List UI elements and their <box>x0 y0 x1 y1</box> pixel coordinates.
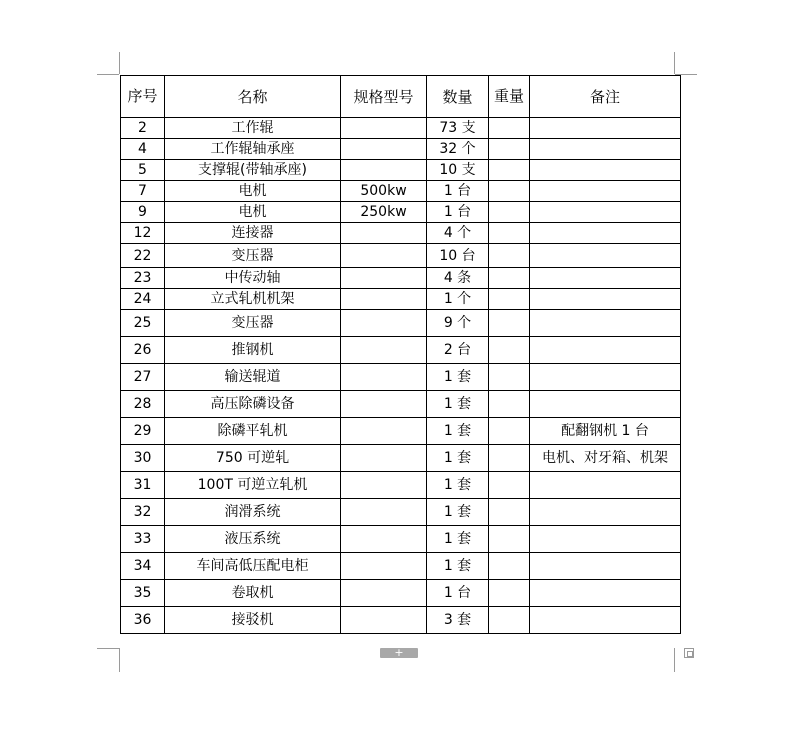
cell-name: 工作辊轴承座 <box>165 139 341 160</box>
cell-name: 工作辊 <box>165 118 341 139</box>
cell-no: 24 <box>121 289 165 310</box>
table-row <box>121 580 681 607</box>
header-note: 备注 <box>530 76 681 118</box>
cell-weight <box>489 118 530 139</box>
cell-qty: 10 台 <box>427 244 489 268</box>
cell-no: 25 <box>121 310 165 337</box>
cell-weight <box>489 364 530 391</box>
crop-mark-top-left-h <box>97 74 119 75</box>
cell-note <box>530 553 681 580</box>
cell-weight <box>489 268 530 289</box>
cell-spec <box>341 580 427 607</box>
crop-mark-bottom-right-v <box>674 648 675 672</box>
cell-spec <box>341 364 427 391</box>
cell-qty: 1 套 <box>427 526 489 553</box>
cell-no: 5 <box>121 160 165 181</box>
cell-qty: 3 套 <box>427 607 489 634</box>
cell-spec <box>341 223 427 244</box>
cell-note: 电机、对牙箱、机架 <box>530 445 681 472</box>
table-row <box>121 244 681 268</box>
cell-name: 液压系统 <box>165 526 341 553</box>
cell-name: 支撑辊(带轴承座) <box>165 160 341 181</box>
cell-no: 36 <box>121 607 165 634</box>
cell-name: 电机 <box>165 181 341 202</box>
cell-spec <box>341 310 427 337</box>
crop-mark-bottom-left-v <box>119 648 120 672</box>
cell-weight <box>489 418 530 445</box>
cell-spec <box>341 160 427 181</box>
cell-qty: 1 套 <box>427 418 489 445</box>
cell-qty: 9 个 <box>427 310 489 337</box>
cell-spec <box>341 472 427 499</box>
cell-weight <box>489 445 530 472</box>
cell-name: 润滑系统 <box>165 499 341 526</box>
cell-no: 9 <box>121 202 165 223</box>
cell-weight <box>489 337 530 364</box>
cell-spec <box>341 139 427 160</box>
table-row <box>121 310 681 337</box>
cell-no: 35 <box>121 580 165 607</box>
table-row <box>121 391 681 418</box>
equipment-table <box>120 75 681 634</box>
cell-spec <box>341 244 427 268</box>
cell-spec <box>341 445 427 472</box>
cell-note <box>530 526 681 553</box>
cell-no: 4 <box>121 139 165 160</box>
cell-spec <box>341 607 427 634</box>
cell-note <box>530 181 681 202</box>
cell-name: 推钢机 <box>165 337 341 364</box>
table-resize-icon[interactable] <box>684 648 694 658</box>
header-name: 名称 <box>165 76 341 118</box>
table-row <box>121 202 681 223</box>
cell-note <box>530 223 681 244</box>
cell-name: 除磷平轧机 <box>165 418 341 445</box>
cell-weight <box>489 244 530 268</box>
cell-note <box>530 268 681 289</box>
cell-note <box>530 391 681 418</box>
cell-note <box>530 289 681 310</box>
cell-weight <box>489 310 530 337</box>
cell-name: 接驳机 <box>165 607 341 634</box>
cell-weight <box>489 139 530 160</box>
header-qty: 数量 <box>427 76 489 118</box>
cell-name: 中传动轴 <box>165 268 341 289</box>
cell-no: 31 <box>121 472 165 499</box>
cell-no: 26 <box>121 337 165 364</box>
cell-no: 28 <box>121 391 165 418</box>
cell-qty: 4 个 <box>427 223 489 244</box>
table-row <box>121 181 681 202</box>
cell-name: 输送辊道 <box>165 364 341 391</box>
cell-spec <box>341 118 427 139</box>
cell-spec <box>341 391 427 418</box>
cell-qty: 32 个 <box>427 139 489 160</box>
crop-mark-top-left-v <box>119 52 120 74</box>
cell-qty: 10 支 <box>427 160 489 181</box>
cell-no: 33 <box>121 526 165 553</box>
cell-qty: 1 台 <box>427 181 489 202</box>
cell-name: 变压器 <box>165 244 341 268</box>
cell-no: 34 <box>121 553 165 580</box>
cell-no: 23 <box>121 268 165 289</box>
cell-no: 12 <box>121 223 165 244</box>
cell-qty: 1 个 <box>427 289 489 310</box>
cell-name: 车间高低压配电柜 <box>165 553 341 580</box>
cell-name: 立式轧机机架 <box>165 289 341 310</box>
cell-note <box>530 139 681 160</box>
table-header-row <box>121 76 681 118</box>
table-row <box>121 499 681 526</box>
table-row <box>121 607 681 634</box>
cell-weight <box>489 223 530 244</box>
table-row <box>121 472 681 499</box>
cell-note <box>530 580 681 607</box>
cell-qty: 1 套 <box>427 499 489 526</box>
cell-qty: 1 套 <box>427 391 489 418</box>
table-row <box>121 553 681 580</box>
table-row <box>121 526 681 553</box>
cell-note <box>530 472 681 499</box>
table-row <box>121 337 681 364</box>
cell-note <box>530 310 681 337</box>
cell-spec: 500kw <box>341 181 427 202</box>
cell-spec <box>341 418 427 445</box>
table-row <box>121 118 681 139</box>
cell-spec <box>341 268 427 289</box>
table-row <box>121 223 681 244</box>
table-row <box>121 139 681 160</box>
cell-qty: 4 条 <box>427 268 489 289</box>
cell-name: 电机 <box>165 202 341 223</box>
cell-weight <box>489 499 530 526</box>
cell-note <box>530 364 681 391</box>
cell-qty: 1 套 <box>427 445 489 472</box>
cell-weight <box>489 526 530 553</box>
cell-spec <box>341 337 427 364</box>
cell-no: 30 <box>121 445 165 472</box>
cell-note <box>530 499 681 526</box>
add-row-button[interactable]: + <box>380 648 418 658</box>
cell-qty: 2 台 <box>427 337 489 364</box>
table-row <box>121 445 681 472</box>
cell-note <box>530 244 681 268</box>
cell-note <box>530 160 681 181</box>
cell-name: 卷取机 <box>165 580 341 607</box>
cell-weight <box>489 160 530 181</box>
cell-weight <box>489 391 530 418</box>
cell-spec <box>341 526 427 553</box>
cell-weight <box>489 202 530 223</box>
cell-weight <box>489 289 530 310</box>
cell-qty: 1 套 <box>427 553 489 580</box>
cell-spec <box>341 289 427 310</box>
cell-note <box>530 118 681 139</box>
cell-weight <box>489 580 530 607</box>
cell-spec: 250kw <box>341 202 427 223</box>
cell-note: 配翻钢机 1 台 <box>530 418 681 445</box>
cell-spec <box>341 499 427 526</box>
cell-name: 100T 可逆立轧机 <box>165 472 341 499</box>
crop-mark-bottom-left-h <box>97 648 119 649</box>
cell-note <box>530 607 681 634</box>
cell-no: 27 <box>121 364 165 391</box>
cell-weight <box>489 553 530 580</box>
cell-weight <box>489 472 530 499</box>
cell-no: 29 <box>121 418 165 445</box>
cell-name: 变压器 <box>165 310 341 337</box>
cell-weight <box>489 607 530 634</box>
header-no: 序号 <box>121 76 165 118</box>
cell-name: 高压除磷设备 <box>165 391 341 418</box>
header-weight: 重量 <box>489 76 530 118</box>
cell-qty: 1 台 <box>427 202 489 223</box>
cell-spec <box>341 553 427 580</box>
cell-weight <box>489 181 530 202</box>
table-row <box>121 418 681 445</box>
cell-qty: 1 套 <box>427 472 489 499</box>
table-row <box>121 160 681 181</box>
cell-no: 2 <box>121 118 165 139</box>
cell-note <box>530 337 681 364</box>
cell-no: 32 <box>121 499 165 526</box>
table-row <box>121 364 681 391</box>
cell-no: 22 <box>121 244 165 268</box>
cell-name: 750 可逆轧 <box>165 445 341 472</box>
cell-qty: 73 支 <box>427 118 489 139</box>
cell-qty: 1 台 <box>427 580 489 607</box>
cell-note <box>530 202 681 223</box>
cell-name: 连接器 <box>165 223 341 244</box>
table-row <box>121 289 681 310</box>
cell-no: 7 <box>121 181 165 202</box>
cell-qty: 1 套 <box>427 364 489 391</box>
header-spec: 规格型号 <box>341 76 427 118</box>
crop-mark-top-right-v <box>674 52 675 74</box>
table-row <box>121 268 681 289</box>
